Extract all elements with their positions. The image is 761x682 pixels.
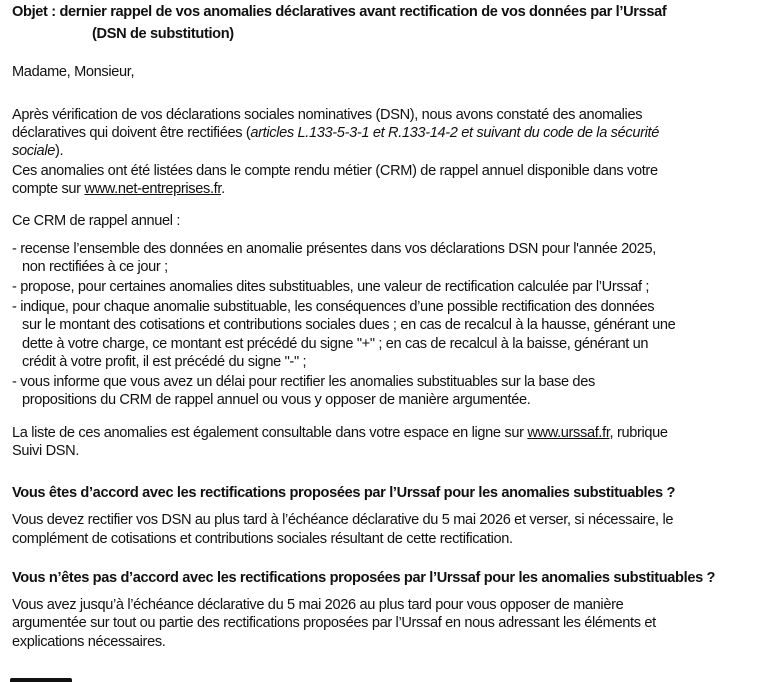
- crm-bullet-3-line-3: dette à votre charge, ce montant est précédé du signe "+" ; en cas de recalcul à la baisse, générant un: [22, 336, 649, 352]
- list-info-text-end: , rubrique: [609, 425, 668, 441]
- urssaf-link[interactable]: www.urssaf.fr: [527, 425, 610, 441]
- disagree-line-1: Vous avez jusqu’à l’échéance déclarative du 5 mai 2026 au plus tard pour vous opposer de manière: [12, 597, 624, 613]
- intro-text: déclaratives qui doivent être rectifiées (: [12, 125, 251, 141]
- agree-line-2: complément de cotisations et contributions sociales résultant de cette rectification.: [12, 531, 513, 547]
- list-info-line-2: Suivi DSN.: [12, 443, 80, 459]
- crm-bullet-4-line-2: propositions du CRM de rappel annuel ou vous y opposer de manière argumentée.: [22, 392, 531, 408]
- subject-line-2: (DSN de substitution): [92, 26, 234, 42]
- legal-reference: articles L.133-5-3-1 et R.133-14-2 et suivant du code de la sécurité: [250, 125, 659, 141]
- disagree-line-3: explications nécessaires.: [12, 634, 166, 650]
- intro-line-3: [12, 142, 63, 161]
- agree-line-1: Vous devez rectifier vos DSN au plus tard à l’échéance déclarative du 5 mai 2026 et verser, si nécessaire, le: [12, 512, 674, 528]
- crm-bullet-3-line-1: - indique, pour chaque anomalie substituable, les conséquences d’une possible rectification des données: [12, 299, 655, 315]
- list-info-text: La liste de ces anomalies est également consultable dans votre espace en ligne sur: [12, 425, 528, 441]
- intro-line-2: [12, 124, 659, 143]
- disagree-line-2: argumentée sur tout ou partie des rectifications proposées par l’Urssaf en nous adressant les éléments et: [12, 615, 656, 631]
- disagree-question: Vous n’êtes pas d’accord avec les rectifications proposées par l’Urssaf pour les anomalies substituables ?: [12, 570, 716, 586]
- intro-line-4: Ces anomalies ont été listées dans le compte rendu métier (CRM) de rappel annuel disponible dans votre: [12, 163, 658, 179]
- crm-bullet-4-line-1: - vous informe que vous avez un délai pour rectifier les anomalies substituables sur la base des: [12, 374, 595, 390]
- intro-text-end: ).: [54, 143, 64, 159]
- crm-bullet-3-line-2: sur le montant des cotisations et contributions sociales dues ; en cas de recalcul à la hausse, générant une: [22, 317, 676, 333]
- list-info-line-1: [12, 424, 668, 443]
- subject-line: Objet : dernier rappel de vos anomalies déclaratives avant rectification de vos données par l’Urssaf: [12, 4, 667, 20]
- agree-question: Vous êtes d’accord avec les rectifications proposées par l’Urssaf pour les anomalies substituables ?: [12, 485, 676, 501]
- intro-line-1: Après vérification de vos déclarations sociales nominatives (DSN), nous avons constaté des anomalies: [12, 107, 643, 123]
- intro-text: compte sur: [12, 181, 85, 197]
- crm-bullet-1-line-1: - recense l’ensemble des données en anomalie présentes dans vos déclarations DSN pour l'année 2025,: [12, 241, 656, 257]
- salutation: Madame, Monsieur,: [12, 64, 135, 80]
- intro-line-5: [12, 180, 225, 199]
- crm-bullet-1-line-2: non rectifiées à ce jour ;: [22, 259, 168, 275]
- cropped-element-edge: [10, 678, 72, 682]
- crm-bullet-3-line-4: crédit à votre profit, il est précédé du signe "-" ;: [22, 354, 307, 370]
- crm-heading: Ce CRM de rappel annuel :: [12, 213, 181, 229]
- net-entreprises-link[interactable]: www.net-entreprises.fr: [84, 181, 222, 197]
- intro-period: .: [221, 181, 225, 197]
- legal-reference-end: sociale: [12, 143, 55, 159]
- crm-bullet-2-line-1: - propose, pour certaines anomalies dites substituables, une valeur de rectification calculée par l’Urssaf ;: [12, 279, 650, 295]
